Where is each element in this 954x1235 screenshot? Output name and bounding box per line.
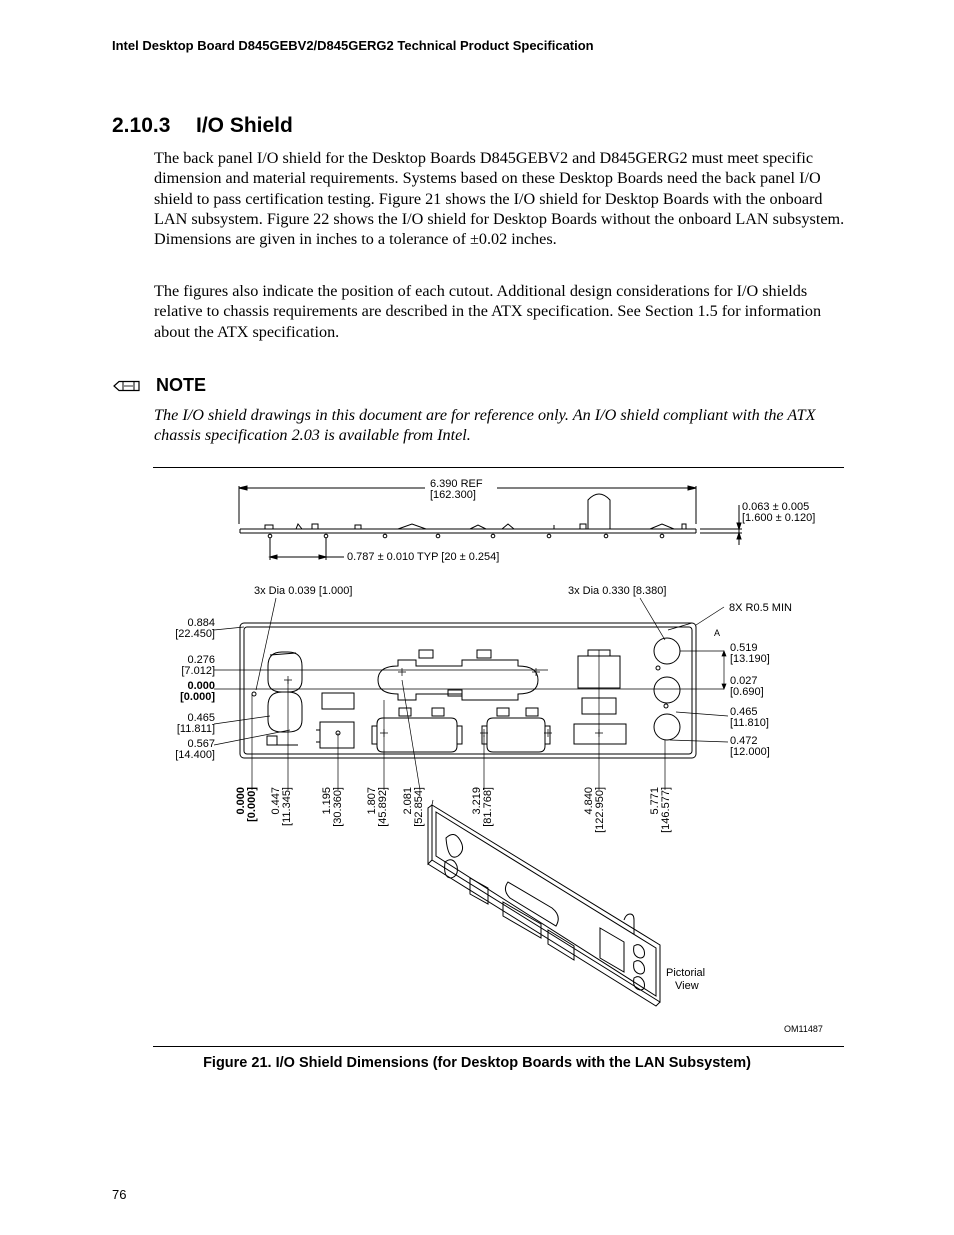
- svg-text:[14.400]: [14.400]: [175, 749, 215, 761]
- svg-text:0.465: 0.465: [730, 706, 758, 718]
- svg-text:0.027: 0.027: [730, 675, 758, 687]
- svg-text:0.884: 0.884: [187, 617, 215, 629]
- figure-bottom-rule: [153, 1046, 844, 1047]
- page-number: 76: [112, 1187, 127, 1202]
- section-title: I/O Shield: [196, 114, 293, 137]
- svg-text:[11.811]: [11.811]: [176, 723, 215, 735]
- svg-text:[0.000]: [0.000]: [246, 787, 258, 822]
- svg-text:[146.577]: [146.577]: [660, 787, 672, 833]
- svg-text:[30.360]: [30.360]: [332, 787, 344, 827]
- svg-text:0.276: 0.276: [187, 654, 215, 666]
- pictorial-view: [428, 800, 660, 1006]
- radius-callout: 8X R0.5 MIN: [729, 602, 792, 614]
- pictorial-label-2: View: [675, 980, 699, 992]
- svg-text:[0.000]: [0.000]: [180, 691, 215, 703]
- svg-text:4.840: 4.840: [583, 787, 595, 815]
- pictorial-label: Pictorial: [666, 967, 706, 979]
- large-hole-callout: 3x Dia 0.330 [8.380]: [568, 585, 667, 597]
- svg-text:[11.345]: [11.345]: [281, 787, 293, 826]
- svg-text:0.567: 0.567: [187, 738, 215, 750]
- front-view: [214, 598, 728, 790]
- svg-text:0.465: 0.465: [187, 712, 215, 724]
- body-paragraph-2: The figures also indicate the position of each cutout. Additional design considerations for I/O shields relative to chassis requirements are described in the ATX specification. See Section 1.5 for information about the ATX specification.: [154, 282, 822, 341]
- svg-text:[52.854]: [52.854]: [413, 787, 425, 827]
- top-view: [239, 486, 742, 560]
- running-header: Intel Desktop Board D845GEBV2/D845GERG2 Technical Product Specification: [112, 38, 594, 53]
- svg-text:[7.012]: [7.012]: [181, 665, 215, 677]
- io-shield-drawing: [153, 468, 844, 1046]
- svg-text:0.000: 0.000: [235, 787, 247, 815]
- svg-text:[122.950]: [122.950]: [594, 787, 606, 833]
- body-paragraph-1: The back panel I/O shield for the Desktop Boards D845GEBV2 and D845GERG2 must meet specific dimension and material requirements. Systems based on these Desktop Boards need the back panel I/O shield to pass certification testing. Figure 21 shows the I/O shield for Desktop Boards with the onboard LAN subsystem. Figure 22 shows the I/O shield for Desktop Boards without the onboard LAN subsystem. Dimensions are given in inches to a tolerance of ±0.02 inches.: [154, 149, 845, 249]
- svg-text:5.771: 5.771: [649, 787, 661, 815]
- svg-text:[45.892]: [45.892]: [377, 787, 389, 827]
- ref-length-mm: [162.300]: [430, 489, 476, 501]
- note-text: The I/O shield drawings in this document are for reference only. An I/O shield compliant with the ATX chassis specification 2.03 is available from Intel.: [154, 406, 816, 445]
- svg-text:3.219: 3.219: [471, 787, 483, 815]
- thickness-dim-mm: [1.600 ± 0.120]: [742, 512, 816, 524]
- svg-text:[11.810]: [11.810]: [730, 717, 769, 729]
- bottom-dimensions: [235, 787, 672, 833]
- note-heading: [112, 375, 206, 396]
- svg-text:1.807: 1.807: [366, 787, 378, 815]
- svg-text:0.472: 0.472: [730, 735, 758, 747]
- datum-a: A: [714, 628, 721, 638]
- ref-length: 6.390 REF: [430, 478, 483, 490]
- drawing-id: OM11487: [784, 1024, 823, 1034]
- left-dimensions: [175, 617, 215, 761]
- svg-text:0.519: 0.519: [730, 642, 758, 654]
- svg-text:[12.000]: [12.000]: [730, 746, 770, 758]
- pencil-icon: [112, 379, 142, 393]
- svg-text:[0.690]: [0.690]: [730, 686, 764, 698]
- svg-text:0.000: 0.000: [187, 680, 215, 692]
- right-dimensions: [730, 642, 770, 758]
- svg-text:[22.450]: [22.450]: [175, 628, 215, 640]
- small-hole-callout: 3x Dia 0.039 [1.000]: [254, 585, 353, 597]
- svg-text:2.081: 2.081: [402, 787, 414, 815]
- svg-text:[81.768]: [81.768]: [482, 787, 494, 827]
- thickness-dim: 0.063 ± 0.005: [742, 501, 810, 513]
- section-heading: [112, 114, 293, 138]
- svg-text:0.447: 0.447: [270, 787, 282, 815]
- note-label: NOTE: [156, 375, 207, 395]
- section-number: 2.10.3: [112, 114, 171, 137]
- figure-caption: Figure 21. I/O Shield Dimensions (for Desktop Boards with the LAN Subsystem): [203, 1055, 751, 1071]
- svg-text:[13.190]: [13.190]: [730, 653, 770, 665]
- pitch-dim: 0.787 ± 0.010 TYP [20 ± 0.254]: [347, 551, 500, 563]
- svg-text:1.195: 1.195: [321, 787, 333, 815]
